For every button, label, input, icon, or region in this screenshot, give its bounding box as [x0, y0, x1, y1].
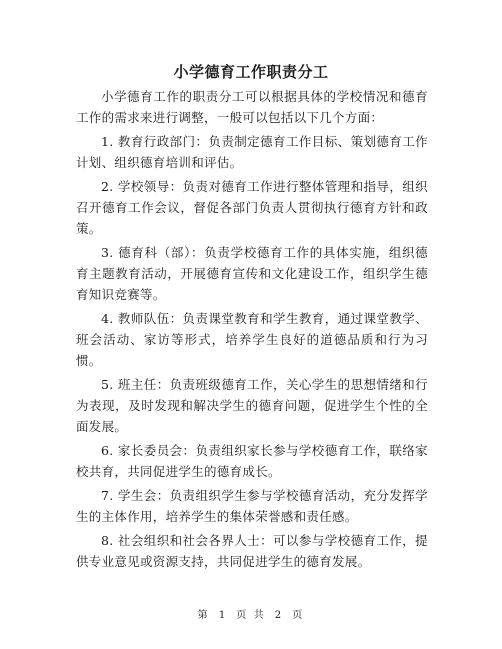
footer-suffix: 页	[292, 610, 305, 621]
intro-paragraph: 小学德育工作的职责分工可以根据具体的学校情况和德育工作的需求来进行调整，一般可以包括以下几个方面：	[76, 89, 428, 125]
document-body	[76, 86, 428, 575]
list-item-parent-committee: 6. 家长委员会：负责组织家长参与学校德育工作，联络家校共育，共同促进学生的德育成长。	[76, 443, 428, 479]
list-item-moral-education-office: 3. 德育科（部）：负责学校德育工作的具体实施，组织德育主题教育活动，开展德育宣传和文化建设工作，组织学生德育知识竞赛等。	[76, 245, 428, 302]
list-item-class-teacher: 5. 班主任：负责班级德育工作，关心学生的思想情绪和行为表现，及时发现和解决学生的德育问题，促进学生个性的全面发展。	[76, 377, 428, 434]
list-item-social-organizations: 8. 社会组织和社会各界人士：可以参与学校德育工作，提供专业意见或资源支持，共同促进学生的德育发展。	[76, 533, 428, 569]
footer-mid: 页 共	[236, 610, 266, 621]
list-item-student-union: 7. 学生会：负责组织学生参与学校德育活动，充分发挥学生的主体作用，培养学生的集体荣誉感和责任感。	[76, 488, 428, 524]
list-item-education-department: 1. 教育行政部门：负责制定德育工作目标、策划德育工作计划、组织德育培训和评估。	[76, 134, 428, 170]
list-item-school-leadership: 2. 学校领导：负责对德育工作进行整体管理和指导，组织召开德育工作会议，督促各部门负责人贯彻执行德育方针和政策。	[76, 179, 428, 236]
page-footer	[0, 609, 502, 623]
footer-prefix: 第	[197, 610, 210, 621]
footer-current-page: 1	[218, 610, 228, 621]
list-item-teachers: 4. 教师队伍：负责课堂教育和学生教育，通过课堂教学、班会活动、家访等形式，培养学生良好的道德品质和行为习惯。	[76, 311, 428, 368]
document-title: 小学德育工作职责分工	[173, 63, 329, 81]
footer-total-pages: 2	[274, 610, 284, 621]
